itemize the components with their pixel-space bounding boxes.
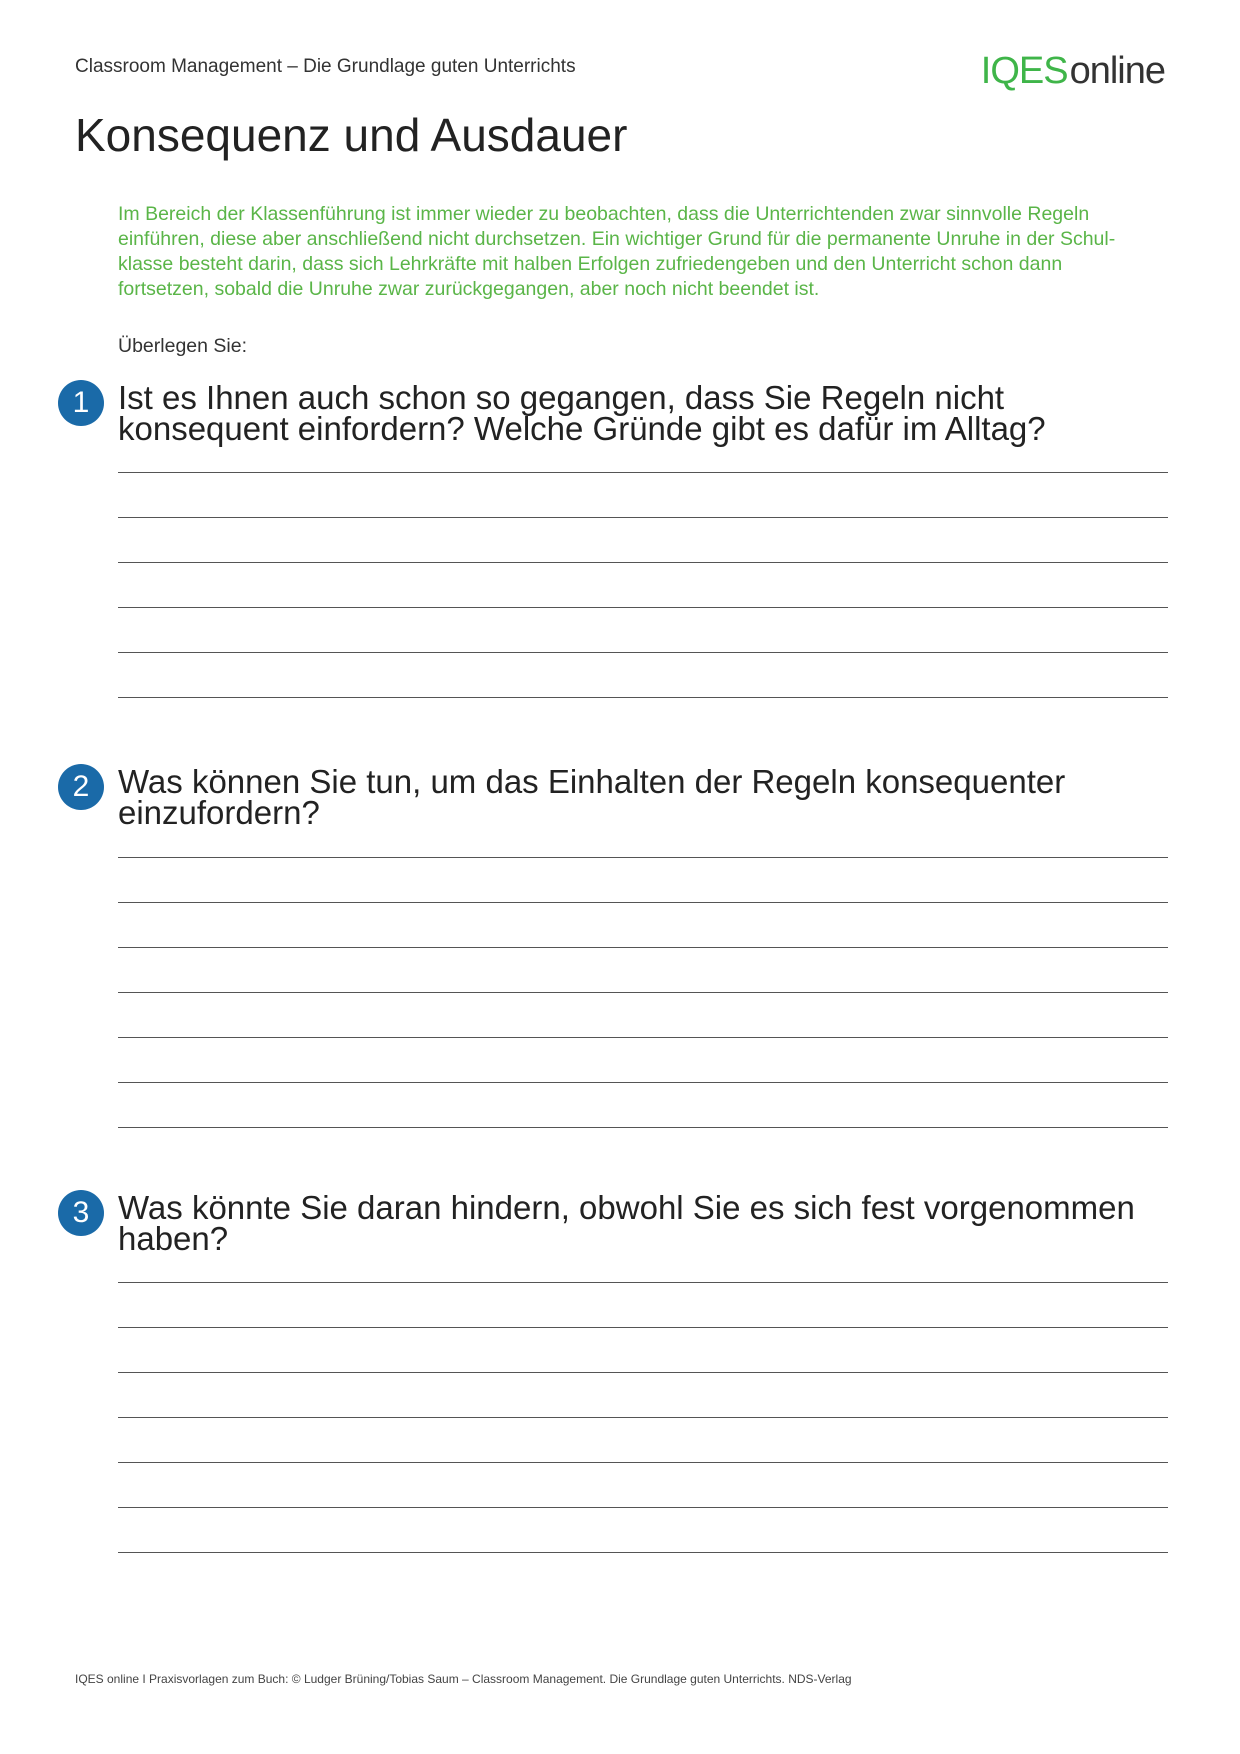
answer-lines[interactable]: [118, 813, 1168, 1128]
answer-line[interactable]: [118, 903, 1168, 948]
prompt-text: Überlegen Sie:: [118, 335, 247, 357]
answer-line[interactable]: [118, 428, 1168, 473]
question-text: Was können Sie tun, um das Einhalten der Regeln konsequenter einzufordern?: [118, 763, 1066, 831]
logo-iqes: IQES: [980, 50, 1068, 92]
answer-line[interactable]: [118, 563, 1168, 608]
answer-line[interactable]: [118, 1083, 1168, 1128]
answer-line[interactable]: [118, 608, 1168, 653]
answer-lines[interactable]: [118, 1238, 1168, 1553]
logo-online: online: [1069, 50, 1165, 92]
intro-paragraph: Im Bereich der Klassenführung ist immer wieder zu beobachten, dass die Unterrichtenden zwar sinnvolle Regeln einführen, diese aber anschließend nicht durchsetzen. Ein wichtiger Grund für die permanente Unruhe in der Schulklasse besteht darin, dass sich Lehrkräfte mit halben Erfolgen zufriedengeben und den Unterricht schon dann fortsetzen, sobald die Unruhe zwar zurückgegangen, aber noch nicht beendet ist.: [118, 203, 1116, 300]
question-number-badge: 1: [58, 380, 104, 426]
answer-line[interactable]: [118, 1328, 1168, 1373]
answer-lines[interactable]: [118, 428, 1168, 698]
answer-line[interactable]: [118, 858, 1168, 903]
answer-line[interactable]: [118, 813, 1168, 858]
iqes-online-logo: [981, 52, 1165, 90]
answer-line[interactable]: [118, 1373, 1168, 1418]
header-subtitle: Classroom Management – Die Grundlage guten Unterrichts: [75, 56, 576, 77]
answer-line[interactable]: [118, 1508, 1168, 1553]
answer-line[interactable]: [118, 1238, 1168, 1283]
answer-line[interactable]: [118, 993, 1168, 1038]
answer-line[interactable]: [118, 1463, 1168, 1508]
answer-line[interactable]: [118, 948, 1168, 993]
page-title: Konsequenz und Ausdauer: [75, 109, 628, 161]
answer-line[interactable]: [118, 1038, 1168, 1083]
answer-line[interactable]: [118, 518, 1168, 563]
answer-line[interactable]: [118, 653, 1168, 698]
answer-line[interactable]: [118, 1418, 1168, 1463]
question-text: Was könnte Sie daran hindern, obwohl Sie es sich fest vorgenommen haben?: [118, 1189, 1135, 1257]
question-number-badge: 3: [58, 1190, 104, 1236]
footer-credit: IQES online I Praxisvorlagen zum Buch: © Ludger Brüning/Tobias Saum – Classroom Management. Die Grundlage guten Unterrichts. NDS-Verlag: [75, 1672, 852, 1686]
question-text: Ist es Ihnen auch schon so gegangen, dass Sie Regeln nicht konsequent einfordern? Welche Gründe gibt es dafür im Alltag?: [118, 379, 1046, 447]
answer-line[interactable]: [118, 473, 1168, 518]
question-number-badge: 2: [58, 764, 104, 810]
answer-line[interactable]: [118, 1283, 1168, 1328]
